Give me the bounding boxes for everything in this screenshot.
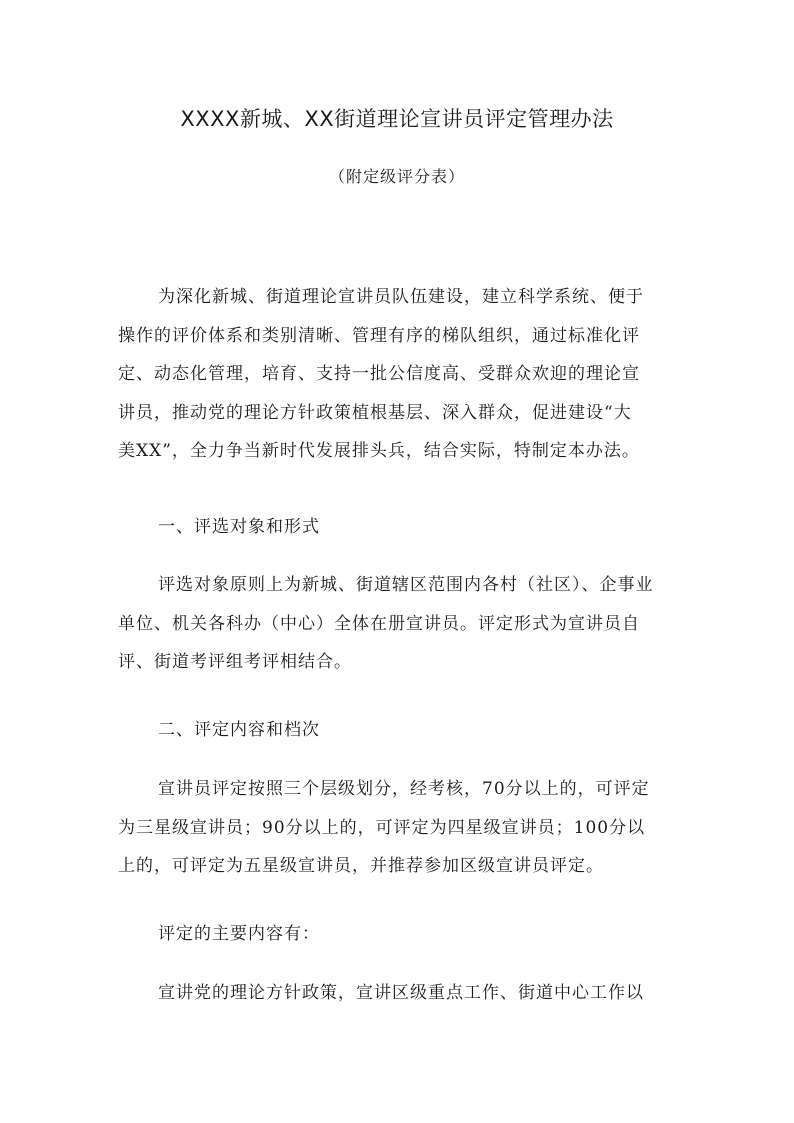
content-heading-text: 评定的主要内容有： bbox=[158, 924, 320, 944]
section2-line: 为三星级宣讲员；90分以上的，可评定为四星级宣讲员；100分以 bbox=[118, 817, 646, 838]
intro-line: 定、动态化管理，培育、支持一批公信度高、受群众欢迎的理论宣 bbox=[118, 364, 640, 384]
intro-line: 讲员，推动党的理论方针政策植根基层、深入群众，促进建设“大 bbox=[118, 402, 632, 423]
section2-paragraph bbox=[118, 770, 678, 886]
section-heading-2 bbox=[118, 711, 678, 750]
intro-line: 为深化新城、街道理论宣讲员队伍建设，建立科学系统、便于 bbox=[158, 287, 644, 307]
section-heading-1 bbox=[118, 508, 678, 547]
section1-line: 评选对象原则上为新城、街道辖区范围内各村（社区）、企事业 bbox=[158, 575, 654, 595]
intro-line: 操作的评价体系和类别清晰、管理有序的梯队组织，通过标准化评 bbox=[118, 325, 640, 346]
intro-paragraph bbox=[118, 278, 678, 471]
section2-line: 上的，可评定为五星级宣讲员，并推荐参加区级宣讲员评定。 bbox=[118, 856, 604, 876]
main-content-heading bbox=[118, 915, 678, 954]
section1-paragraph bbox=[118, 566, 678, 682]
content-paragraph bbox=[118, 974, 678, 1013]
content-line: 宣讲党的理论方针政策，宣讲区级重点工作、街道中心工作以 bbox=[158, 983, 644, 1003]
section1-line: 单位、机关各科办（中心）全体在册宣讲员。评定形式为宣讲员自 bbox=[118, 613, 640, 634]
document-title: XXXX新城、XX街道理论宣讲员评定管理办法 bbox=[180, 107, 614, 131]
document-subtitle: （附定级评分表） bbox=[328, 167, 465, 186]
intro-line: 美XX”，全力争当新时代发展排头兵，结合实际，特制定本办法。 bbox=[118, 441, 640, 461]
section2-line: 宣讲员评定按照三个层级划分，经考核，70分以上的，可评定 bbox=[158, 779, 650, 799]
section-heading-text: 二、评定内容和档次 bbox=[158, 720, 320, 740]
section1-line: 评、街道考评组考评相结合。 bbox=[118, 652, 352, 672]
section-heading-text: 一、评选对象和形式 bbox=[158, 517, 320, 537]
